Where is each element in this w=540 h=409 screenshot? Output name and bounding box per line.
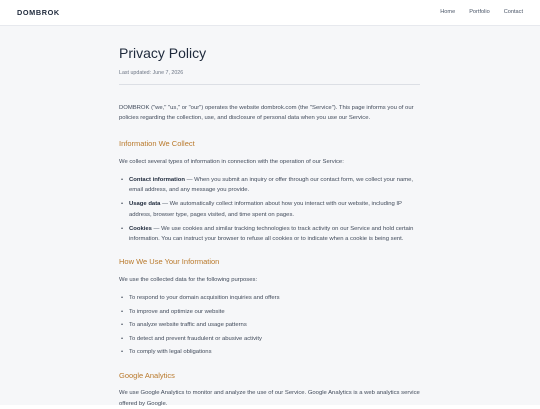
list-item [119,293,420,303]
use-list [119,293,420,357]
site-logo[interactable]: DOMBROK [17,8,60,17]
list-item-term: Cookies [129,225,152,232]
list-item-text: To respond to your domain acquisition inquiries and offers [129,294,280,301]
bullet-icon: • [121,177,124,184]
list-item-text: To analyze website traffic and usage patterns [129,322,247,329]
last-updated: Last updated: June 7, 2026 [119,70,184,76]
list-item [119,175,420,195]
list-item-text: To improve and optimize our website [129,308,225,315]
collect-intro: We collect several types of information in connection with the operation of our Service: [119,159,344,166]
collect-list [119,175,420,244]
list-item-term: Usage data [129,201,161,208]
bullet-icon: • [121,349,124,356]
list-item-term: Contact information [129,177,185,184]
list-item [119,199,420,219]
list-item-text: To detect and prevent fraudulent or abusive activity [129,335,262,342]
bullet-icon: • [121,335,124,342]
policy-content [119,44,420,409]
bullet-icon: • [121,322,124,329]
list-item-text: — We automatically collect information about how you interact with our website, including IP address, browser type, pages visited, and time spent on pages. [129,201,402,218]
list-item-text: — We use cookies and similar tracking technologies to track activity on our Service and hold certain information. You can instruct your browser to refuse all cookies or to indicate when a cookie is being sent. [129,225,414,242]
intro-paragraph: DOMBROK ("we," "us," or "our") operates the website dombrok.com (the "Service"). This page informs you of our policies regarding the collection, use, and disclosure of personal data when you use our Service. [119,105,414,122]
page-body [0,26,540,405]
list-item [119,307,420,317]
list-item [119,334,420,344]
heading-how-we-use: How We Use Your Information [119,256,220,266]
main-nav [440,9,523,15]
heading-google-analytics: Google Analytics [119,371,175,381]
bullet-icon: • [121,225,124,232]
use-intro: We use the collected data for the following purposes: [119,276,258,283]
site-header [0,0,540,26]
title-divider [119,84,420,85]
google-analytics-paragraph: We use Google Analytics to monitor and analyze the use of our Service. Google Analytics is a web analytics service offered by Google. [119,390,420,407]
nav-link-home[interactable]: Home [440,9,456,15]
list-item [119,224,420,244]
list-item [119,320,420,330]
bullet-icon: • [121,308,124,315]
nav-link-contact[interactable]: Contact [503,9,523,15]
nav-link-portfolio[interactable]: Portfolio [469,9,490,15]
bullet-icon: • [121,201,124,208]
page-title: Privacy Policy [119,45,207,61]
heading-information-we-collect: Information We Collect [119,139,195,149]
bullet-icon: • [121,294,124,301]
list-item [119,347,420,357]
list-item-text: — When you submit an inquiry or offer through our contact form, we collect your name, email address, and any message you provide. [129,177,414,194]
list-item-text: To comply with legal obligations [129,349,212,356]
